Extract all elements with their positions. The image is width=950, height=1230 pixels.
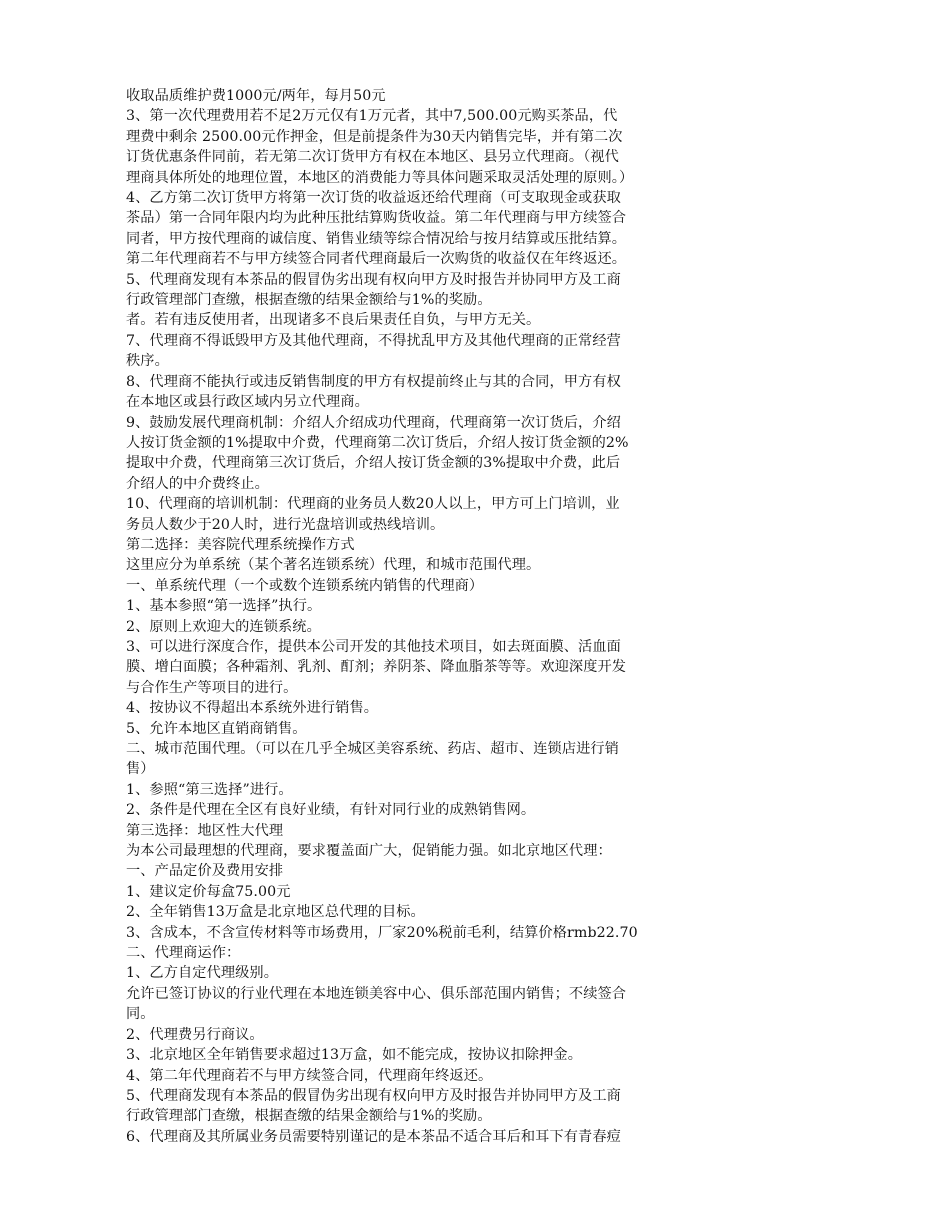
text-line: 订货优惠条件同前，若无第二次订货甲方有权在本地区、县另立代理商。（视代 (126, 149, 619, 166)
text-line: 同。 (126, 1006, 155, 1023)
text-line: 这里应分为单系统（某个著名连锁系统）代理，和城市范围代理。 (126, 557, 541, 574)
subsection-heading: 一、产品定价及费用安排 (126, 863, 284, 880)
text-line: 介绍人的中介费终止。 (126, 475, 269, 492)
text-line: 为本公司最理想的代理商，要求覆盖面广大，促销能力强。如北京地区代理： (126, 843, 612, 860)
text-line: 提取中介费，代理商第三次订货后，介绍人按订货金额的3%提取中介费，此后 (126, 455, 621, 472)
section-heading: 第三选择：地区性大代理 (126, 822, 284, 839)
text-line: 4、乙方第二次订货甲方将第一次订货的收益返还给代理商（可支取现金或获取 (126, 190, 621, 207)
text-line: 4、按协议不得超出本系统外进行销售。 (126, 700, 379, 717)
text-line: 6、代理商及其所属业务员需要特别谨记的是本茶品不适合耳后和耳下有青春痘 (126, 1128, 621, 1145)
text-line: 9、鼓励发展代理商机制：介绍人介绍成功代理商，代理商第一次订货后，介绍 (126, 414, 621, 431)
document-page (126, 86, 686, 1147)
subsection-heading: 一、单系统代理（一个或数个连锁系统内销售的代理商） (126, 577, 484, 594)
text-line: 3、第一次代理费用若不足2万元仅有1万元者，其中7,500.00元购买茶品，代 (126, 108, 618, 125)
text-line: 人按订货金额的1%提取中介费，代理商第二次订货后，介绍人按订货金额的2% (126, 434, 629, 451)
subsection-heading: 二、城市范围代理。（可以在几乎全城区美容系统、药店、超市、连锁店进行销 (126, 741, 619, 757)
text-line: 同者，甲方按代理商的诚信度、销售业绩等综合情况给与按月结算或压批结算。 (126, 230, 627, 247)
text-line: 3、含成本，不含宣传材料等市场费用，厂家20%税前毛利，结算价格rmb22.70 (126, 924, 638, 941)
subsection-heading: 二、代理商运作： (126, 945, 241, 962)
text-line: 3、可以进行深度合作，提供本公司开发的其他技术项目，如去斑面膜、活血面 (126, 638, 621, 655)
text-line: 2、条件是代理在全区有良好业绩，有针对同行业的成熟销售网。 (126, 802, 536, 819)
text-line: 2、代理费另行商议。 (126, 1026, 264, 1043)
text-line: 茶品）第一合同年限内均为此种压批结算购货收益。第二年代理商与甲方续签合 (126, 210, 627, 227)
text-line: 2、原则上欢迎大的连锁系统。 (126, 618, 321, 635)
text-line: 1、参照“第三选择”进行。 (126, 781, 293, 798)
text-line: 允许已签订协议的行业代理在本地连锁美容中心、俱乐部范围内销售；不续签合 (126, 985, 627, 1002)
text-line: 售） (126, 761, 155, 778)
text-line: 1、乙方自定代理级别。 (126, 965, 279, 982)
text-line: 务员人数少于20人时，进行光盘培训或热线培训。 (126, 516, 445, 533)
text-line: 在本地区或县行政区域内另立代理商。 (126, 394, 369, 411)
text-line: 膜、增白面膜；各种霜剂、乳剂、酊剂；养阴茶、降血脂茶等等。欢迎深度开发 (126, 659, 627, 676)
text-line: 8、代理商不能执行或违反销售制度的甲方有权提前终止与其的合同，甲方有权 (126, 373, 621, 390)
text-line: 4、第二年代理商若不与甲方续签合同，代理商年终返还。 (126, 1067, 493, 1084)
text-line: 收取品质维护费1000元/两年，每月50元 (126, 88, 386, 104)
text-line: 5、代理商发现有本茶品的假冒伪劣出现有权向甲方及时报告并协同甲方及工商 (126, 1087, 621, 1104)
text-line: 与合作生产等项目的进行。 (126, 679, 298, 696)
text-line: 5、允许本地区直销商销售。 (126, 720, 307, 737)
text-line: 2、全年销售13万盒是北京地区总代理的目标。 (126, 904, 425, 921)
text-line: 理商具体所处的地理位置，本地区的消费能力等具体问题采取灵活处理的原则。） (126, 169, 634, 186)
text-line: 理费中剩余 2500.00元作押金，但是前提条件为30天内销售完毕，并有第二次 (126, 128, 623, 145)
text-line: 行政管理部门查缴，根据查缴的结果金额给与1%的奖励。 (126, 1108, 492, 1125)
text-line: 1、建议定价每盒75.00元 (126, 883, 291, 900)
text-line: 5、代理商发现有本茶品的假冒伪劣出现有权向甲方及时报告并协同甲方及工商 (126, 271, 621, 288)
text-line: 1、基本参照“第一选择”执行。 (126, 598, 322, 615)
text-line: 秩序。 (126, 353, 169, 370)
text-line: 10、代理商的培训机制：代理商的业务员人数20人以上，甲方可上门培训，业 (126, 496, 620, 513)
text-line: 行政管理部门查缴，根据查缴的结果金额给与1%的奖励。 (126, 292, 492, 309)
section-heading: 第二选择：美容院代理系统操作方式 (126, 536, 355, 553)
text-line: 第二年代理商若不与甲方续签合同者代理商最后一次购货的收益仅在年终返还。 (126, 251, 627, 268)
text-line: 7、代理商不得诋毁甲方及其他代理商，不得扰乱甲方及其他代理商的正常经营 (126, 332, 621, 349)
text-line: 者。若有违反使用者，出现诸多不良后果责任自负，与甲方无关。 (126, 312, 541, 329)
text-line: 3、北京地区全年销售要求超过13万盒，如不能完成，按协议扣除押金。 (126, 1047, 583, 1064)
